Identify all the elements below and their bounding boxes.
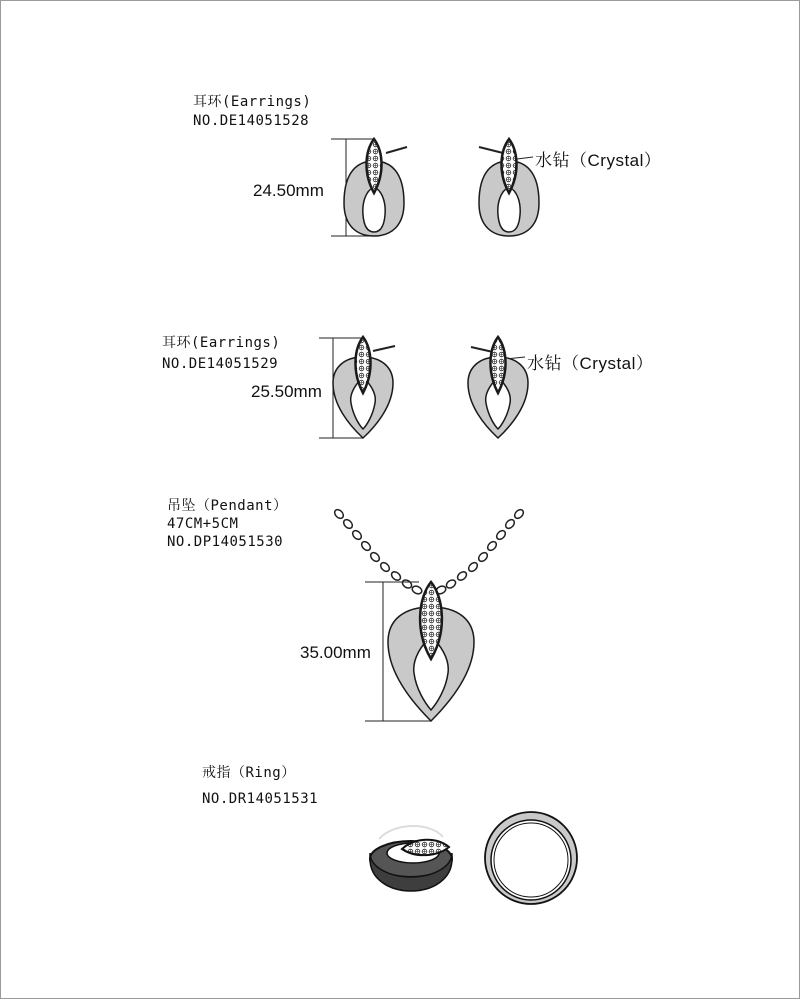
earring-2-crystal-callout: 水钻（Crystal） [527, 354, 654, 373]
earring-2-front-drawing [319, 337, 395, 438]
earring-2-number: NO.DE14051529 [162, 356, 279, 372]
pendant-drawing [333, 508, 525, 721]
earring-1-dimension: 24.50mm [253, 181, 324, 200]
earring-2-dimension: 25.50mm [251, 382, 322, 401]
jewelry-drawings [1, 1, 800, 1000]
pendant-dimension: 35.00mm [300, 643, 371, 662]
earring-2-name: 耳环(Earrings) [162, 335, 281, 351]
pendant-name: 吊坠（Pendant） [167, 498, 288, 514]
pendant-number: NO.DP14051530 [167, 534, 284, 550]
ring-perspective-drawing [370, 826, 452, 891]
ring-number: NO.DR14051531 [202, 791, 319, 807]
pendant-chain-length: 47CM+5CM [167, 516, 239, 532]
earring-2-side-drawing [468, 337, 528, 438]
earring-1-crystal-callout: 水钻（Crystal） [535, 151, 662, 170]
pendant-chain [333, 508, 525, 595]
earring-1-side-drawing [479, 139, 539, 236]
earring-1-name: 耳环(Earrings) [193, 94, 312, 110]
ring-name: 戒指（Ring） [202, 765, 296, 781]
earring-1-front-drawing [331, 139, 407, 236]
earring-1-number: NO.DE14051528 [193, 113, 310, 129]
ring-front-drawing [485, 812, 577, 904]
